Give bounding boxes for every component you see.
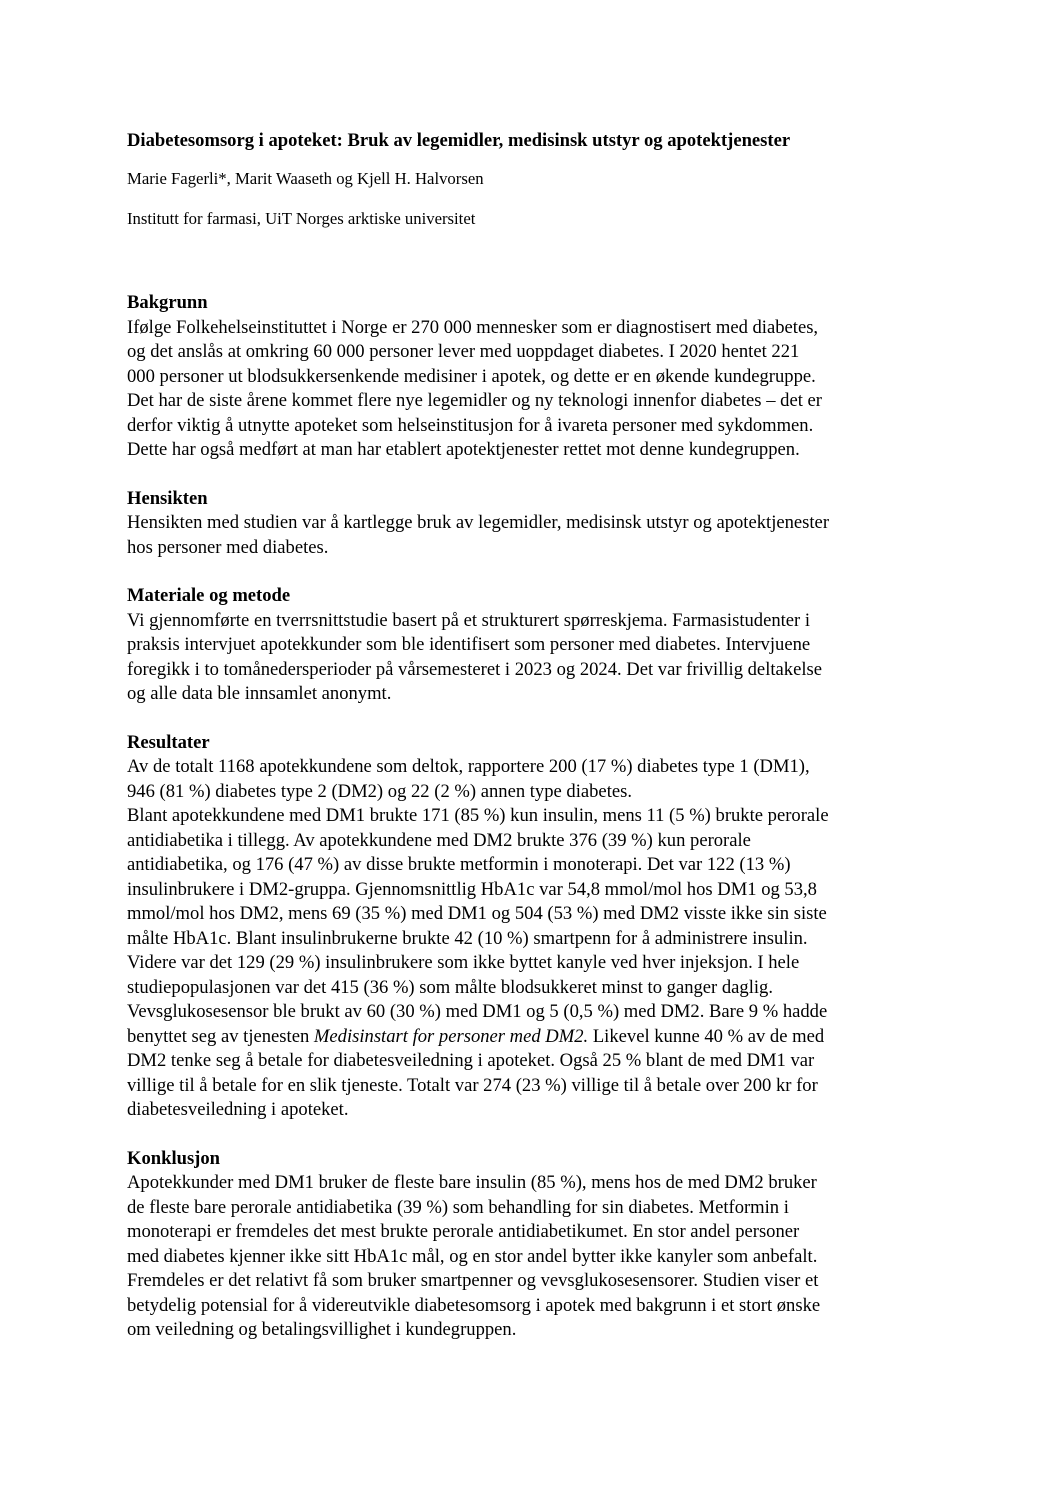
- text-line: antidiabetika i tillegg. Av apotekkundene med DM2 brukte 376 (39 %) kun perorale: [127, 829, 751, 851]
- text-line: DM2 tenke seg å betale for diabetesveiledning i apoteket. Også 25 % blant de med DM1 var: [127, 1050, 815, 1071]
- text-line: betydelig potensial for å videreutvikle diabetesomsorg i apotek med bakgrunn i et stort ønske: [127, 1294, 821, 1316]
- section-bakgrunn: [127, 291, 947, 463]
- text-line: Vi gjennomførte en tverrsnittstudie basert på et strukturert spørreskjema. Farmasistudenter i: [127, 609, 811, 631]
- text-line: [127, 1025, 947, 1050]
- text-fragment: benyttet seg av tjenesten: [127, 1025, 314, 1047]
- text-line: 000 personer ut blodsukkersenkende medisiner i apotek, og dette er en økende kundegruppe.: [127, 365, 816, 387]
- section-konklusjon: [127, 1147, 947, 1343]
- section-text: [127, 1171, 947, 1343]
- affiliation: Institutt for farmasi, UiT Norges arktiske universitet: [127, 209, 476, 228]
- text-line: antidiabetika, og 176 (47 %) av disse brukte metformin i monoterapi. Det var 122 (13 %): [127, 854, 791, 875]
- abstract-page: [127, 128, 947, 1367]
- text-line: Blant apotekkundene med DM1 brukte 171 (85 %) kun insulin, mens 11 (5 %) brukte perorale: [127, 805, 829, 826]
- section-heading: Bakgrunn: [127, 292, 208, 313]
- text-line: med diabetes kjenner ikke sitt HbA1c mål, og en stor andel bytter ikke kanyler som anbefalt.: [127, 1245, 818, 1267]
- text-line: Fremdeles er det relativt få som bruker smartpenner og vevsglukosesensorer. Studien viser et: [127, 1270, 819, 1291]
- text-line: Videre var det 129 (29 %) insulinbrukere som ikke byttet kanyle ved hver injeksjon. I hele: [127, 952, 800, 973]
- section-heading: Hensikten: [127, 487, 208, 509]
- text-line: foregikk i to tomånedersperioder på vårsemesteret i 2023 og 2024. Det var frivillig deltakelse: [127, 658, 822, 680]
- text-line: praksis intervjuet apotekkunder som ble identifisert som personer med diabetes. Intervjuene: [127, 634, 811, 655]
- paper-title: Diabetesomsorg i apoteket: Bruk av legemidler, medisinsk utstyr og apotektjenester: [127, 130, 791, 151]
- section-text: [127, 316, 947, 463]
- text-line: monoterapi er fremdeles det mest brukte perorale antidiabetikumet. En stor andel personer: [127, 1221, 800, 1242]
- text-line: Vevsglukosesensor ble brukt av 60 (30 %) med DM1 og 5 (0,5 %) med DM2. Bare 9 % hadde: [127, 1001, 828, 1022]
- section-heading: Materiale og metode: [127, 585, 291, 606]
- section-resultater: [127, 731, 947, 1123]
- text-line: diabetesveiledning i apoteket.: [127, 1099, 349, 1120]
- text-line: insulinbrukere i DM2-gruppa. Gjennomsnittlig HbA1c var 54,8 mmol/mol hos DM1 og 53,8: [127, 878, 817, 900]
- section-text: [127, 755, 947, 1123]
- section-heading: Konklusjon: [127, 1147, 221, 1169]
- text-line: Av de totalt 1168 apotekkundene som deltok, rapportere 200 (17 %) diabetes type 1 (DM1),: [127, 756, 810, 777]
- section-hensikten: [127, 487, 947, 561]
- text-line: hos personer med diabetes.: [127, 536, 329, 558]
- abstract-body: [127, 291, 947, 1343]
- text-line: Ifølge Folkehelseinstituttet i Norge er 270 000 mennesker som er diagnostisert med diabetes,: [127, 316, 819, 338]
- section-materiale-og-metode: [127, 584, 947, 707]
- text-line: 946 (81 %) diabetes type 2 (DM2) og 22 (2 %) annen type diabetes.: [127, 780, 632, 802]
- text-line: målte HbA1c. Blant insulinbrukerne brukte 42 (10 %) smartpenn for å administrere insulin.: [127, 927, 808, 949]
- text-fragment: Likevel kunne 40 % av de med: [588, 1025, 825, 1047]
- text-line: derfor viktig å utnytte apoteket som helseinstitusjon for å ivareta personer med sykdommen.: [127, 414, 814, 436]
- section-heading: Resultater: [127, 731, 210, 753]
- text-line: villige til å betale for en slik tjeneste. Totalt var 274 (23 %) villige til å betale over 200 kr for: [127, 1074, 818, 1096]
- service-name-italic: Medisinstart for personer med DM2.: [313, 1025, 589, 1047]
- text-line: om veiledning og betalingsvillighet i kundegruppen.: [127, 1319, 517, 1340]
- text-line: og det anslås at omkring 60 000 personer lever med uoppdaget diabetes. I 2020 hentet 221: [127, 341, 800, 362]
- text-line: Apotekkunder med DM1 bruker de fleste bare insulin (85 %), mens hos de med DM2 bruker: [127, 1172, 817, 1193]
- author-list: Marie Fagerli*, Marit Waaseth og Kjell H. Halvorsen: [127, 169, 484, 188]
- section-text: [127, 609, 947, 707]
- text-line: og alle data ble innsamlet anonymt.: [127, 683, 392, 704]
- text-line: Hensikten med studien var å kartlegge bruk av legemidler, medisinsk utstyr og apotektjenester: [127, 512, 830, 533]
- section-text: [127, 511, 947, 560]
- text-line: studiepopulasjonen var det 415 (36 %) som målte blodsukkeret minst to ganger daglig.: [127, 976, 774, 998]
- text-line: de fleste bare perorale antidiabetika (39 %) som behandling for sin diabetes. Metformin i: [127, 1196, 789, 1218]
- text-line: Dette har også medført at man har etablert apotektjenester rettet mot denne kundegruppen.: [127, 439, 800, 460]
- text-line: Det har de siste årene kommet flere nye legemidler og ny teknologi innenfor diabetes – det er: [127, 390, 822, 411]
- text-line: mmol/mol hos DM2, mens 69 (35 %) med DM1 og 504 (53 %) med DM2 visste ikke sin siste: [127, 903, 827, 924]
